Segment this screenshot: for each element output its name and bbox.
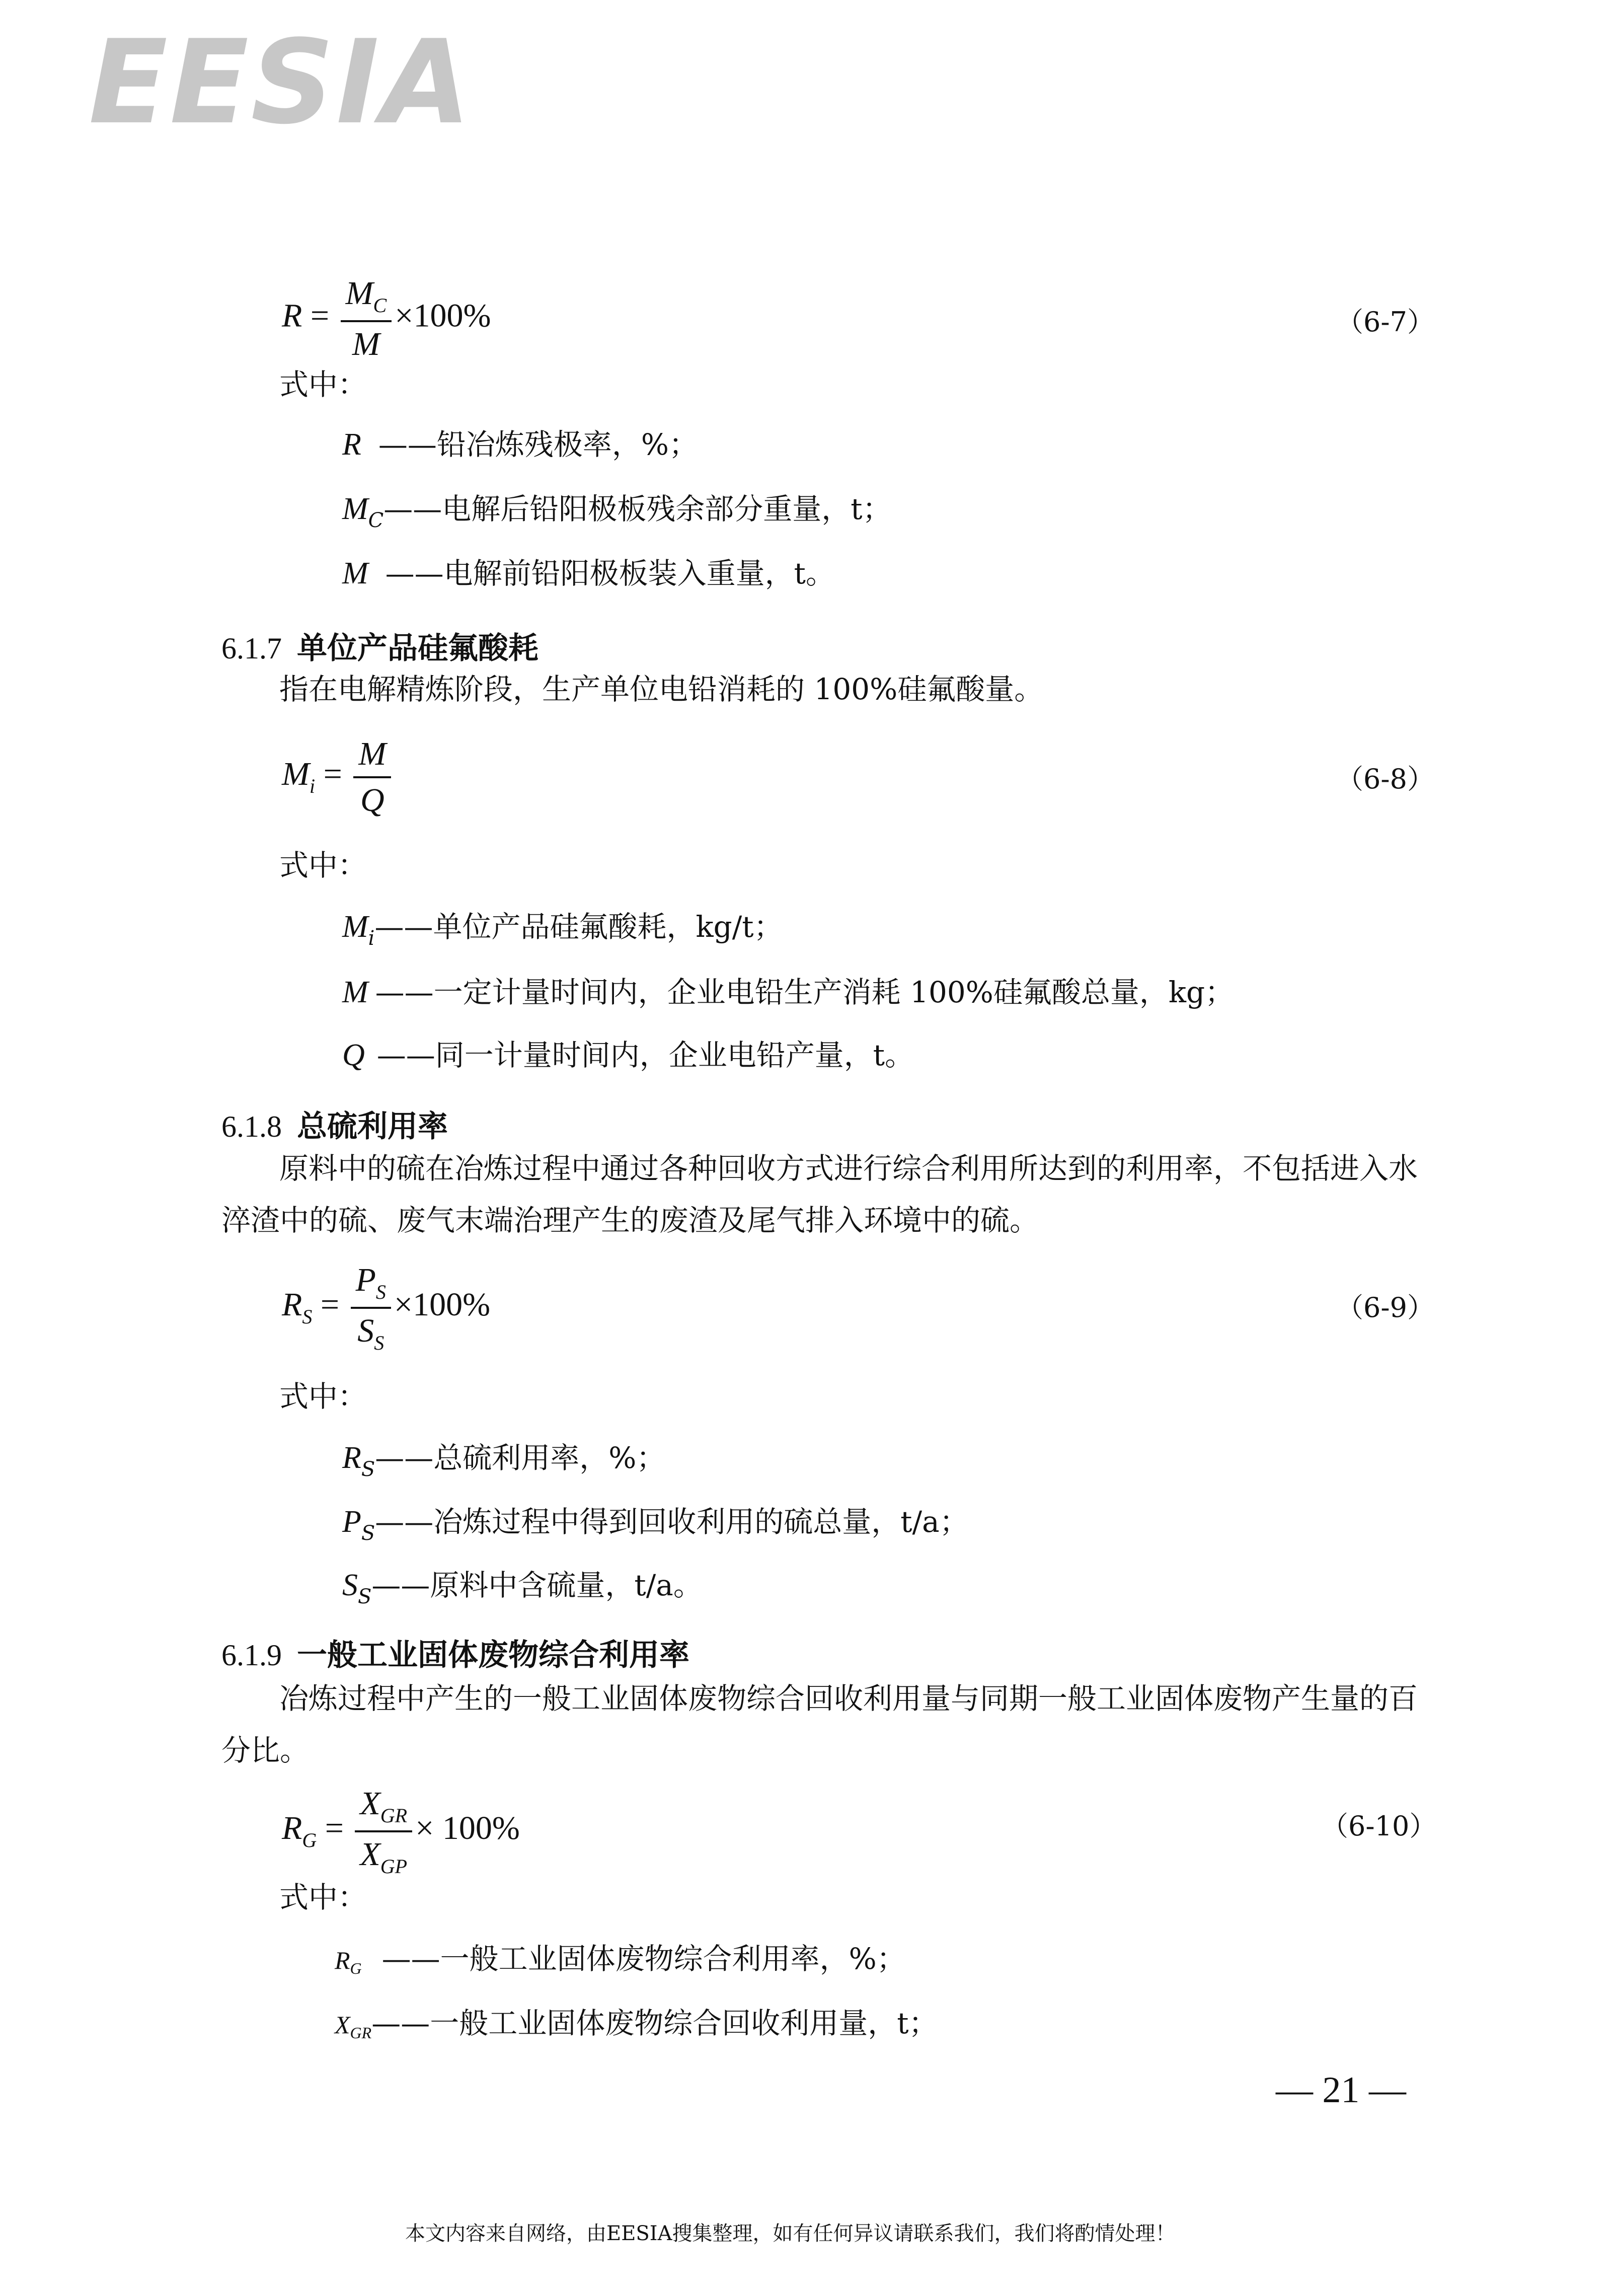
where-label: 式中： bbox=[279, 1379, 367, 1414]
eq-lhs: R bbox=[282, 297, 302, 334]
equation-number: （6-8） bbox=[1336, 763, 1434, 795]
equation-6-8: $M_i$ = $\frac{M}{Q}$ bbox=[282, 735, 394, 820]
section-heading-6-1-8: 6.1.8 总硫利用率 bbox=[221, 1109, 448, 1144]
paragraph: 分比。 bbox=[221, 1733, 310, 1767]
definition-row: $S_S——$原料中含硫量，t/a。 bbox=[342, 1568, 703, 1608]
paragraph: 原料中的硫在冶炼过程中通过各种回收方式进行综合利用所达到的利用率，不包括进入水 bbox=[279, 1151, 1418, 1186]
footer-disclaimer: 本文内容来自网络，由EESIA搜集整理，如有任何异议请联系我们，我们将酌情处理！ bbox=[405, 2222, 1176, 2245]
definition-row: $M_i——$单位产品硅氟酸耗，kg/t； bbox=[342, 910, 783, 950]
definition-row: XGR——一般工业固体废物综合回收利用量，t； bbox=[335, 2006, 938, 2042]
eq-fraction: $\frac{M_C}{M}$ bbox=[341, 274, 392, 363]
section-heading-6-1-9: 6.1.9 一般工业固体废物综合利用率 bbox=[221, 1638, 689, 1673]
equation-6-7: R = $\frac{M_C}{M}$ ×100% bbox=[282, 275, 491, 362]
definition-row: RG ——一般工业固体废物综合利用率，%； bbox=[335, 1942, 906, 1977]
paragraph: 指在电解精炼阶段，生产单位电铅消耗的 100%硅氟酸量。 bbox=[279, 672, 1044, 706]
where-label: 式中： bbox=[279, 1880, 367, 1914]
equation-number: （6-9） bbox=[1336, 1292, 1434, 1323]
page-number: — 21 — bbox=[1276, 2069, 1406, 2111]
definition-row: M ——一定计量时间内，企业电铅生产消耗 100%硅氟酸总量，kg； bbox=[342, 975, 1235, 1009]
definition-row: Q ——同一计量时间内，企业电铅产量，t。 bbox=[342, 1038, 914, 1072]
section-heading-6-1-7: 6.1.7 单位产品硅氟酸耗 bbox=[221, 631, 538, 666]
paragraph: 淬渣中的硫、废气末端治理产生的废渣及尾气排入环境中的硫。 bbox=[221, 1203, 1039, 1237]
equation-number: （6-10） bbox=[1321, 1810, 1437, 1842]
paragraph: 冶炼过程中产生的一般工业固体废物综合回收利用量与同期一般工业固体废物产生量的百 bbox=[279, 1681, 1418, 1716]
definition-row: $R_S——$总硫利用率，%； bbox=[342, 1441, 666, 1481]
where-label: 式中： bbox=[279, 367, 367, 402]
equation-6-10: $R_G$ = $\frac{X_{GR}}{X_{GP}}$ × 100% bbox=[282, 1785, 520, 1878]
eq-fraction: $\frac{P_S}{S_S}$ bbox=[351, 1261, 391, 1355]
eq-fraction: $\frac{X_{GR}}{X_{GP}}$ bbox=[355, 1785, 412, 1878]
where-label: 式中： bbox=[279, 848, 367, 882]
definition-row: $M_C——$电解后铅阳极板残余部分重量，t； bbox=[342, 492, 892, 532]
definition-row: M ——电解前铅阳极板装入重量，t。 bbox=[342, 556, 835, 590]
eq-fraction: $\frac{M}{Q}$ bbox=[353, 735, 391, 820]
equation-6-9: $R_S$ = $\frac{P_S}{S_S}$ ×100% bbox=[282, 1262, 491, 1354]
definition-row: $P_S——$冶炼过程中得到回收利用的硫总量，t/a； bbox=[342, 1505, 969, 1545]
eesia-logo: EESIA bbox=[89, 16, 473, 150]
definition-row: R ——铅冶炼残极率，%； bbox=[342, 427, 698, 462]
equation-number: （6-7） bbox=[1336, 306, 1434, 338]
